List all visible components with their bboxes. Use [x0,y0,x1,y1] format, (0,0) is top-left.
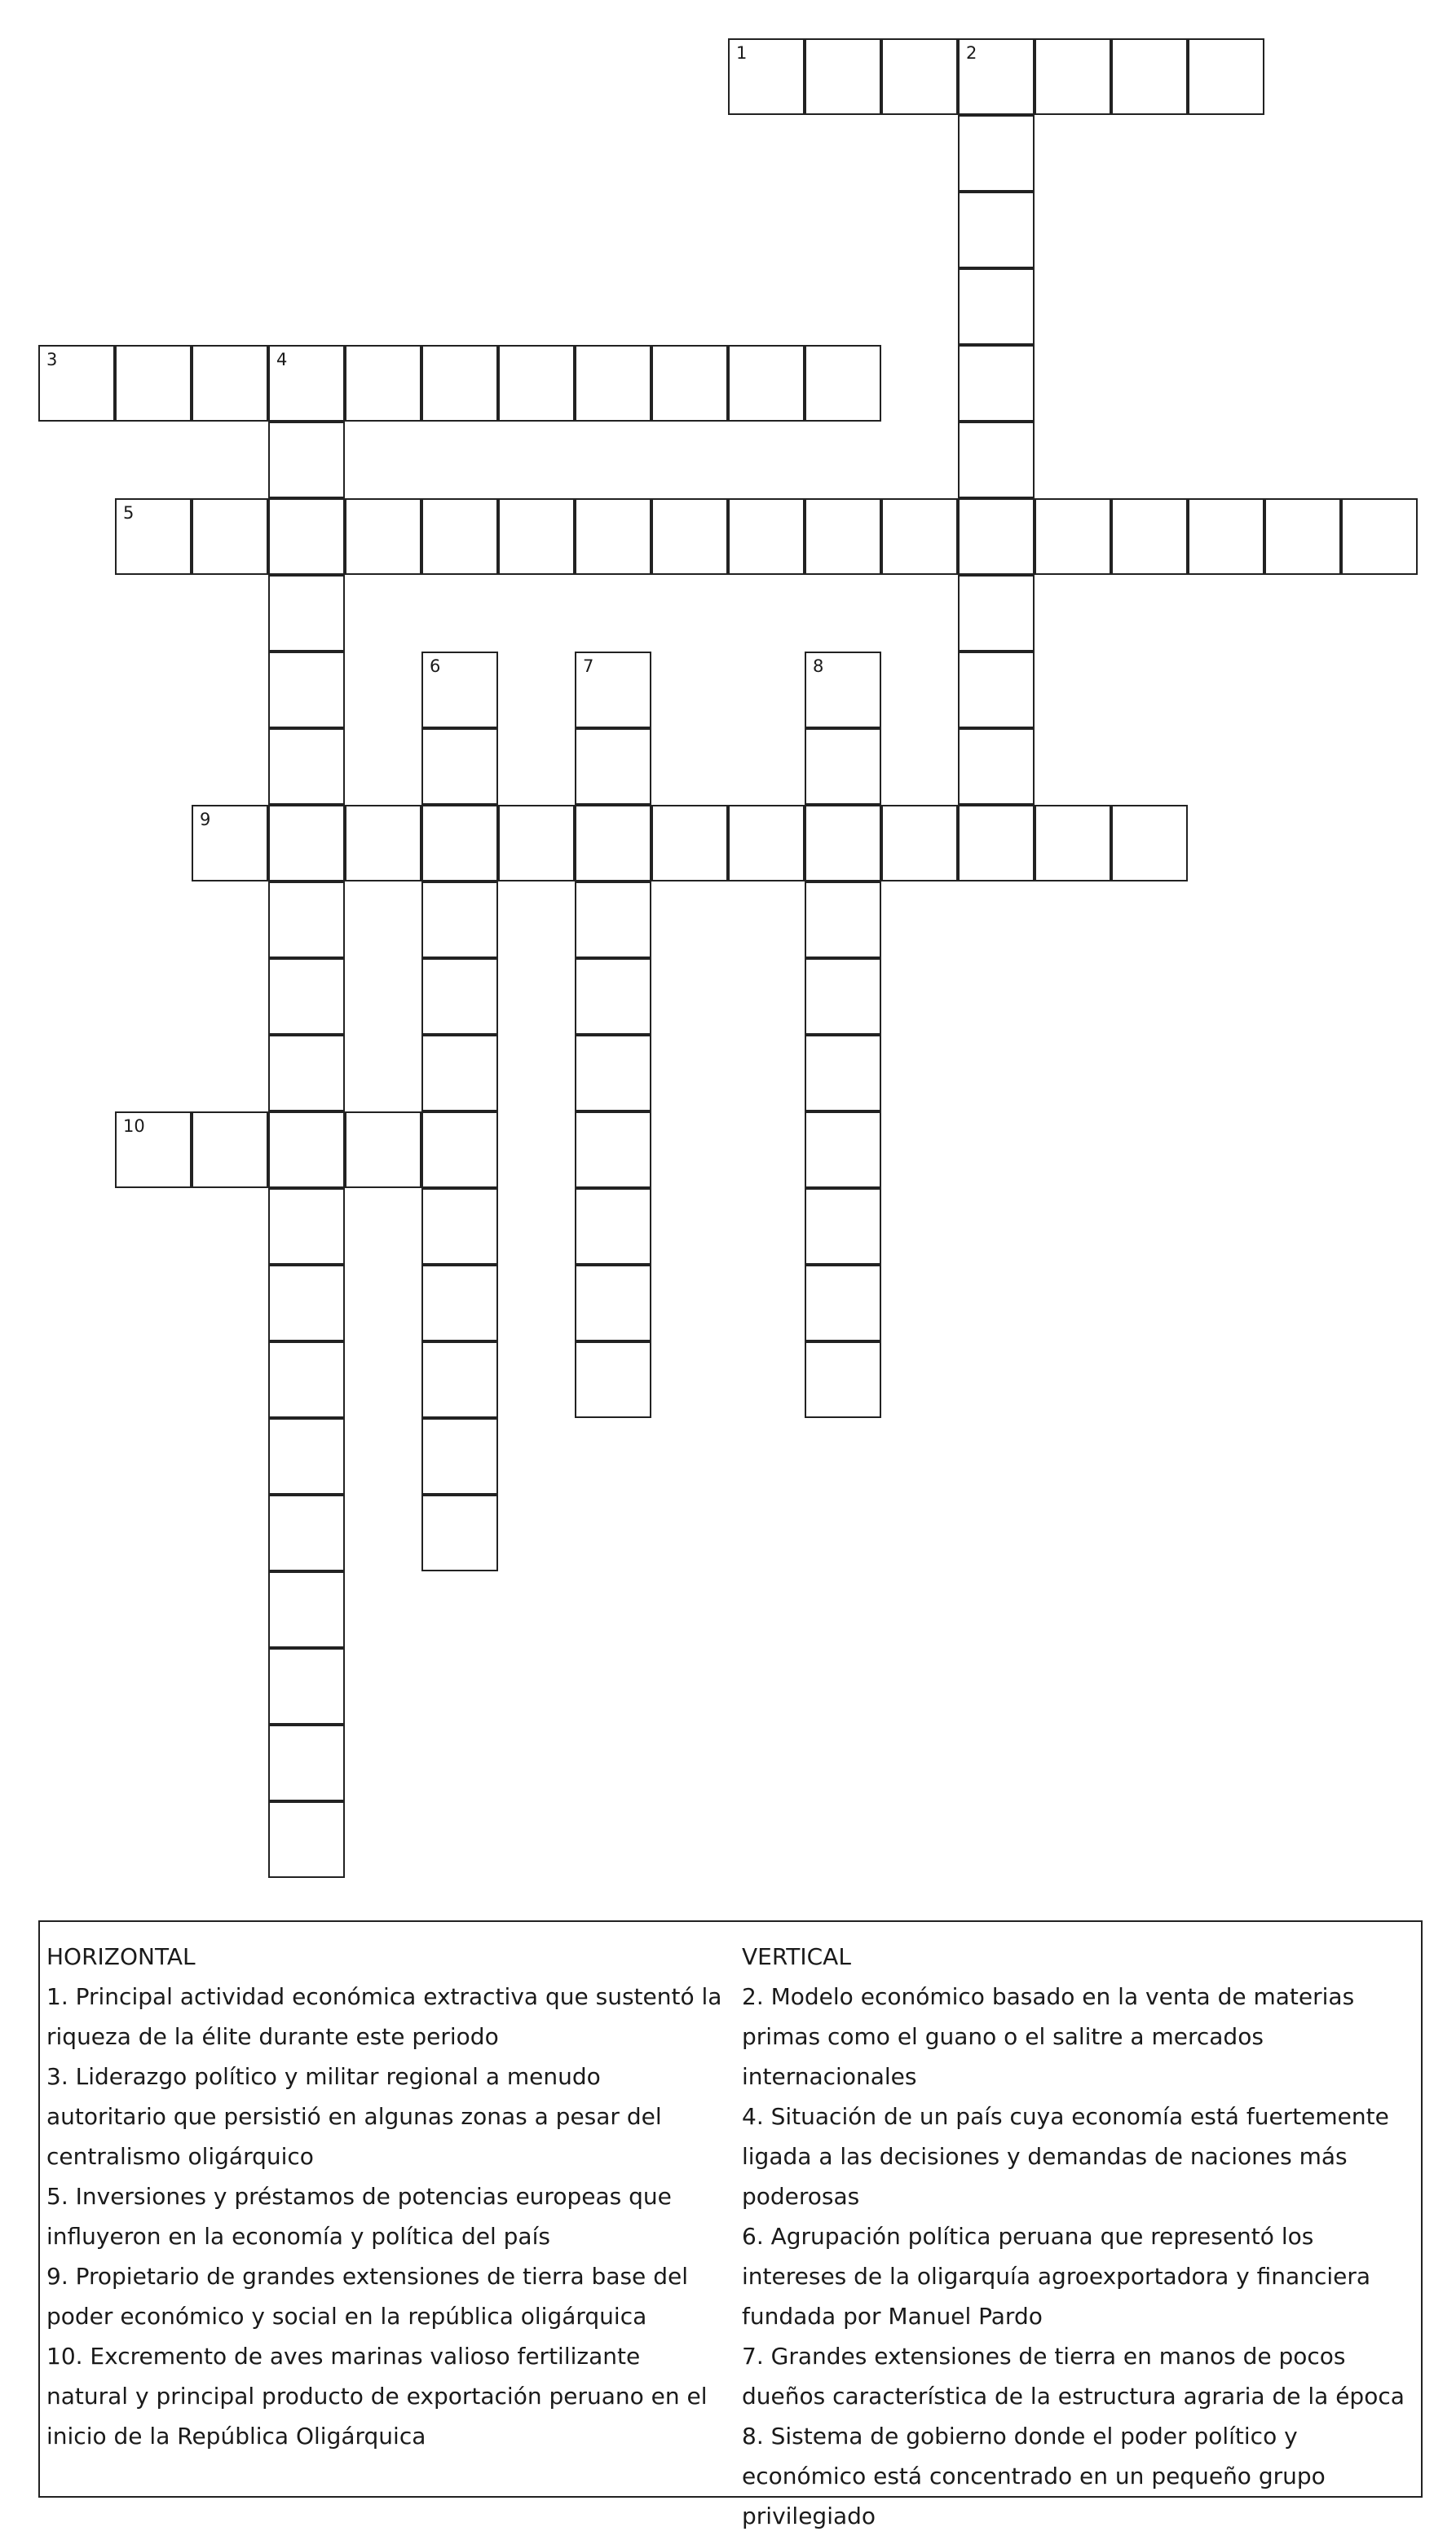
grid-cell[interactable] [268,498,345,575]
grid-cell[interactable] [268,1648,345,1725]
grid-cell[interactable] [958,498,1035,575]
grid-cell[interactable] [421,1495,498,1571]
grid-cell[interactable] [268,652,345,728]
grid-cell[interactable] [345,805,421,881]
clue-number: 4 [276,350,288,369]
grid-cell[interactable] [268,1495,345,1571]
grid-cell[interactable] [498,498,575,575]
grid-cell[interactable] [575,652,651,728]
grid-cell[interactable] [958,805,1035,881]
grid-cell[interactable] [421,805,498,881]
grid-cell[interactable] [958,652,1035,728]
grid-cell[interactable] [268,1725,345,1801]
grid-cell[interactable] [1035,805,1111,881]
grid-cell[interactable] [805,1188,881,1265]
grid-cell[interactable] [192,1111,268,1188]
grid-cell[interactable] [421,1341,498,1418]
clue-down-2: 2. Modelo económico basado en la venta de materias primas como el guano o el salitre a mercados internacionales [742,1983,1355,2090]
grid-cell[interactable] [115,498,192,575]
clue-down-4: 4. Situación de un país cuya economía está fuertemente ligada a las decisiones y demandas de naciones más poderosas [742,2103,1389,2210]
grid-cell[interactable] [958,422,1035,498]
grid-cell[interactable] [192,498,268,575]
grid-cell[interactable] [651,805,728,881]
grid-cell[interactable] [1035,38,1111,115]
grid-cell[interactable] [192,345,268,422]
clue-down-7: 7. Grandes extensiones de tierra en manos de pocos dueños característica de la estructura agraria de la época [742,2343,1405,2410]
horizontal-title: HORIZONTAL [46,1943,196,1970]
clue-across-9: 9. Propietario de grandes extensiones de tierra base del poder económico y social en la república oligárquica [46,2263,688,2330]
grid-cell[interactable] [575,881,651,958]
grid-cell[interactable] [421,1265,498,1341]
grid-cell[interactable] [575,728,651,805]
grid-cell[interactable] [805,38,881,115]
clues-panel [38,1920,1423,2529]
grid-cell[interactable] [345,498,421,575]
grid-cell[interactable] [958,115,1035,192]
clue-across-1: 1. Principal actividad económica extractiva que sustentó la riqueza de la élite durante este periodo [46,1983,722,2050]
grid-cell[interactable] [728,498,805,575]
grid-cell[interactable] [268,1801,345,1878]
grid-cell[interactable] [805,498,881,575]
grid-cell[interactable] [958,575,1035,652]
clue-down-6: 6. Agrupación política peruana que representó los intereses de la oligarquía agroexportadora y financiera fundada por Manuel Pardo [742,2223,1371,2330]
grid-cell[interactable] [805,958,881,1035]
grid-cell[interactable] [575,1111,651,1188]
grid-cell[interactable] [268,1188,345,1265]
grid-cell[interactable] [881,805,958,881]
grid-cell[interactable] [958,38,1035,115]
grid-cell[interactable] [728,38,805,115]
vertical-clues-column [742,1937,1423,2536]
grid-cell[interactable] [805,805,881,881]
grid-cell[interactable] [958,192,1035,268]
grid-cell[interactable] [1111,805,1188,881]
clue-number: 9 [200,810,211,829]
grid-cell[interactable] [115,345,192,422]
grid-cell[interactable] [1111,38,1188,115]
grid-cell[interactable] [958,268,1035,345]
grid-cell[interactable] [345,345,421,422]
grid-cell[interactable] [805,345,881,422]
grid-cell[interactable] [268,1418,345,1495]
grid-cell[interactable] [1111,498,1188,575]
grid-cell[interactable] [575,345,651,422]
clue-number: 5 [123,503,135,523]
grid-cell[interactable] [268,422,345,498]
grid-cell[interactable] [421,498,498,575]
grid-cell[interactable] [421,1035,498,1111]
grid-cell[interactable] [881,38,958,115]
grid-cell[interactable] [1035,498,1111,575]
grid-cell[interactable] [805,1111,881,1188]
grid-cell[interactable] [805,728,881,805]
grid-cell[interactable] [268,1111,345,1188]
grid-cell[interactable] [268,805,345,881]
grid-cell[interactable] [651,345,728,422]
grid-cell[interactable] [38,345,115,422]
grid-cell[interactable] [728,805,805,881]
grid-cell[interactable] [421,345,498,422]
grid-cell[interactable] [268,1265,345,1341]
grid-cell[interactable] [881,498,958,575]
grid-cell[interactable] [575,1265,651,1341]
clue-number: 3 [46,350,58,369]
grid-cell[interactable] [651,498,728,575]
clue-across-10: 10. Excremento de aves marinas valioso fertilizante natural y principal producto de exportación peruano en el inicio de la República Oligárquica [46,2343,708,2450]
grid-cell[interactable] [421,881,498,958]
grid-cell[interactable] [192,805,268,881]
grid-cell[interactable] [421,1188,498,1265]
grid-cell[interactable] [805,1035,881,1111]
clue-number: 7 [583,656,594,676]
clue-number: 8 [813,656,824,676]
grid-cell[interactable] [268,1035,345,1111]
grid-cell[interactable] [958,728,1035,805]
grid-cell[interactable] [575,498,651,575]
grid-cell[interactable] [421,1418,498,1495]
grid-cell[interactable] [1341,498,1418,575]
clue-across-3: 3. Liderazgo político y militar regional a menudo autoritario que persistió en algunas zonas a pesar del centralismo oligárquico [46,2063,662,2170]
grid-cell[interactable] [958,345,1035,422]
grid-cell[interactable] [498,805,575,881]
grid-cell[interactable] [268,728,345,805]
clue-across-5: 5. Inversiones y préstamos de potencias europeas que influyeron en la economía y política del país [46,2183,672,2250]
grid-cell[interactable] [1188,38,1264,115]
grid-cell[interactable] [1188,498,1264,575]
grid-cell[interactable] [498,345,575,422]
grid-cell[interactable] [1264,498,1341,575]
grid-cell[interactable] [115,1111,192,1188]
grid-cell[interactable] [575,958,651,1035]
grid-cell[interactable] [421,958,498,1035]
grid-cell[interactable] [345,1111,421,1188]
grid-cell[interactable] [805,652,881,728]
clue-number: 6 [430,656,441,676]
grid-cell[interactable] [268,575,345,652]
grid-cell[interactable] [421,1111,498,1188]
horizontal-clues-column [46,1937,727,2456]
grid-cell[interactable] [421,728,498,805]
grid-cell[interactable] [728,345,805,422]
grid-cell[interactable] [805,1341,881,1418]
grid-cell[interactable] [805,1265,881,1341]
grid-cell[interactable] [268,1571,345,1648]
grid-cell[interactable] [575,1035,651,1111]
clue-down-8: 8. Sistema de gobierno donde el poder político y económico está concentrado en un pequeño grupo privilegiado [742,2423,1326,2529]
grid-cell[interactable] [268,881,345,958]
grid-cell[interactable] [268,1341,345,1418]
grid-cell[interactable] [805,881,881,958]
clue-number: 10 [123,1116,145,1136]
clue-number: 2 [966,43,977,63]
grid-cell[interactable] [575,805,651,881]
vertical-title: VERTICAL [742,1943,851,1970]
clue-number: 1 [736,43,748,63]
grid-cell[interactable] [421,652,498,728]
grid-cell[interactable] [268,345,345,422]
grid-cell[interactable] [268,958,345,1035]
grid-cell[interactable] [575,1188,651,1265]
grid-cell[interactable] [575,1341,651,1418]
